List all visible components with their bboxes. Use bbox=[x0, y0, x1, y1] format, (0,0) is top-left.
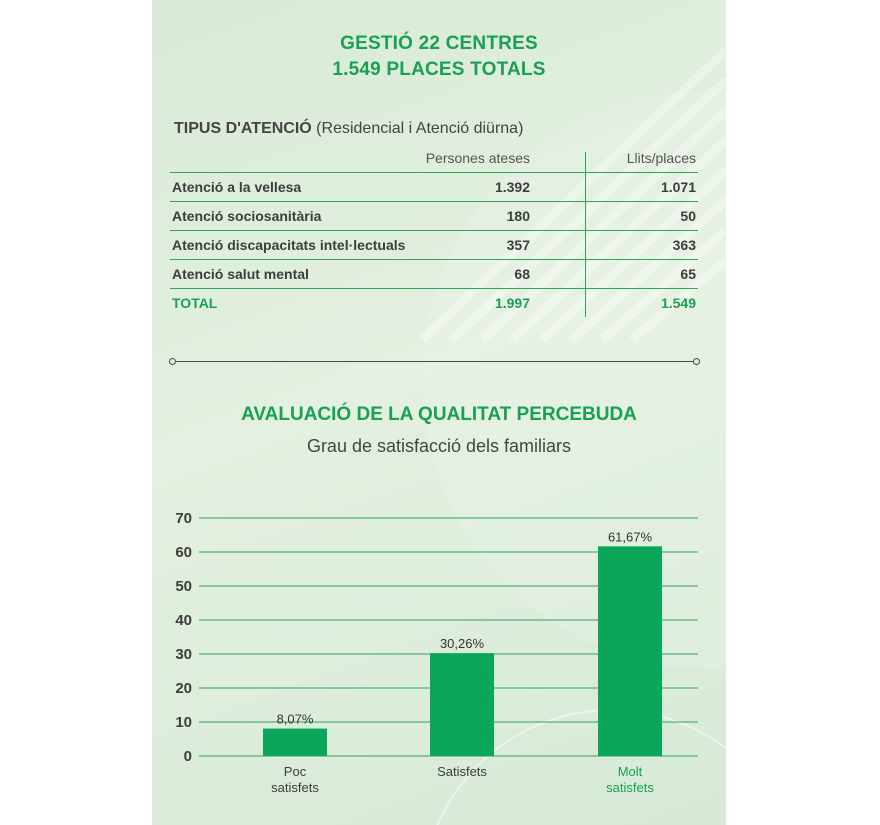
infographic-panel bbox=[152, 0, 726, 825]
divider-end-dot bbox=[169, 358, 176, 365]
row-llits: 1.071 bbox=[660, 179, 696, 195]
section-divider bbox=[172, 361, 696, 362]
x-category-label: Molt bbox=[617, 764, 643, 779]
header-title: GESTIÓ 22 CENTRES bbox=[340, 33, 538, 54]
header-subtitle: 1.549 PLACES TOTALS bbox=[332, 59, 546, 80]
divider-end-dot bbox=[693, 358, 700, 365]
bar bbox=[263, 729, 327, 756]
row-persones: 68 bbox=[514, 266, 530, 282]
table-title-rest: (Residencial i Atenció diürna) bbox=[311, 120, 524, 137]
table-title bbox=[174, 120, 523, 138]
y-tick-label: 0 bbox=[183, 748, 192, 765]
row-label: Atenció salut mental bbox=[172, 266, 309, 282]
bar bbox=[598, 546, 662, 756]
total-persones: 1.997 bbox=[494, 295, 530, 311]
row-label: Atenció sociosanitària bbox=[172, 208, 322, 224]
row-label: Atenció discapacitats intel·lectuals bbox=[172, 237, 406, 253]
bar bbox=[430, 653, 494, 756]
y-tick-label: 10 bbox=[175, 714, 192, 731]
total-label: TOTAL bbox=[172, 295, 218, 311]
y-tick-label: 40 bbox=[175, 612, 192, 629]
evaluation-title: AVALUACIÓ DE LA QUALITAT PERCEBUDA bbox=[241, 404, 637, 425]
row-llits: 50 bbox=[680, 208, 696, 224]
row-persones: 1.392 bbox=[494, 179, 530, 195]
bar-value-label: 8,07% bbox=[276, 711, 314, 727]
row-llits: 363 bbox=[672, 237, 696, 253]
row-llits: 65 bbox=[680, 266, 696, 282]
row-label: Atenció a la vellesa bbox=[172, 179, 302, 195]
y-tick-label: 50 bbox=[175, 578, 192, 595]
y-tick-label: 20 bbox=[175, 680, 192, 697]
x-category-label: satisfets bbox=[271, 780, 319, 795]
x-category-label: Satisfets bbox=[437, 764, 487, 779]
bar-value-label: 61,67% bbox=[607, 529, 653, 545]
y-tick-label: 60 bbox=[175, 544, 192, 561]
satisfaction-bar-chart bbox=[152, 500, 726, 810]
x-category-label: Poc bbox=[283, 764, 307, 779]
x-category-label: satisfets bbox=[606, 780, 654, 795]
y-tick-label: 30 bbox=[175, 646, 192, 663]
row-persones: 357 bbox=[506, 237, 530, 253]
bar-value-label: 30,26% bbox=[439, 636, 485, 652]
column-header-llits: Llits/places bbox=[626, 150, 696, 166]
column-divider bbox=[585, 152, 586, 317]
total-llits: 1.549 bbox=[660, 295, 696, 311]
table-title-bold: TIPUS D'ATENCIÓ bbox=[174, 120, 312, 137]
row-persones: 180 bbox=[506, 208, 530, 224]
y-tick-label: 70 bbox=[175, 510, 192, 527]
column-header-persones: Persones ateses bbox=[425, 150, 530, 166]
evaluation-subtitle: Grau de satisfacció dels familiars bbox=[306, 436, 572, 456]
